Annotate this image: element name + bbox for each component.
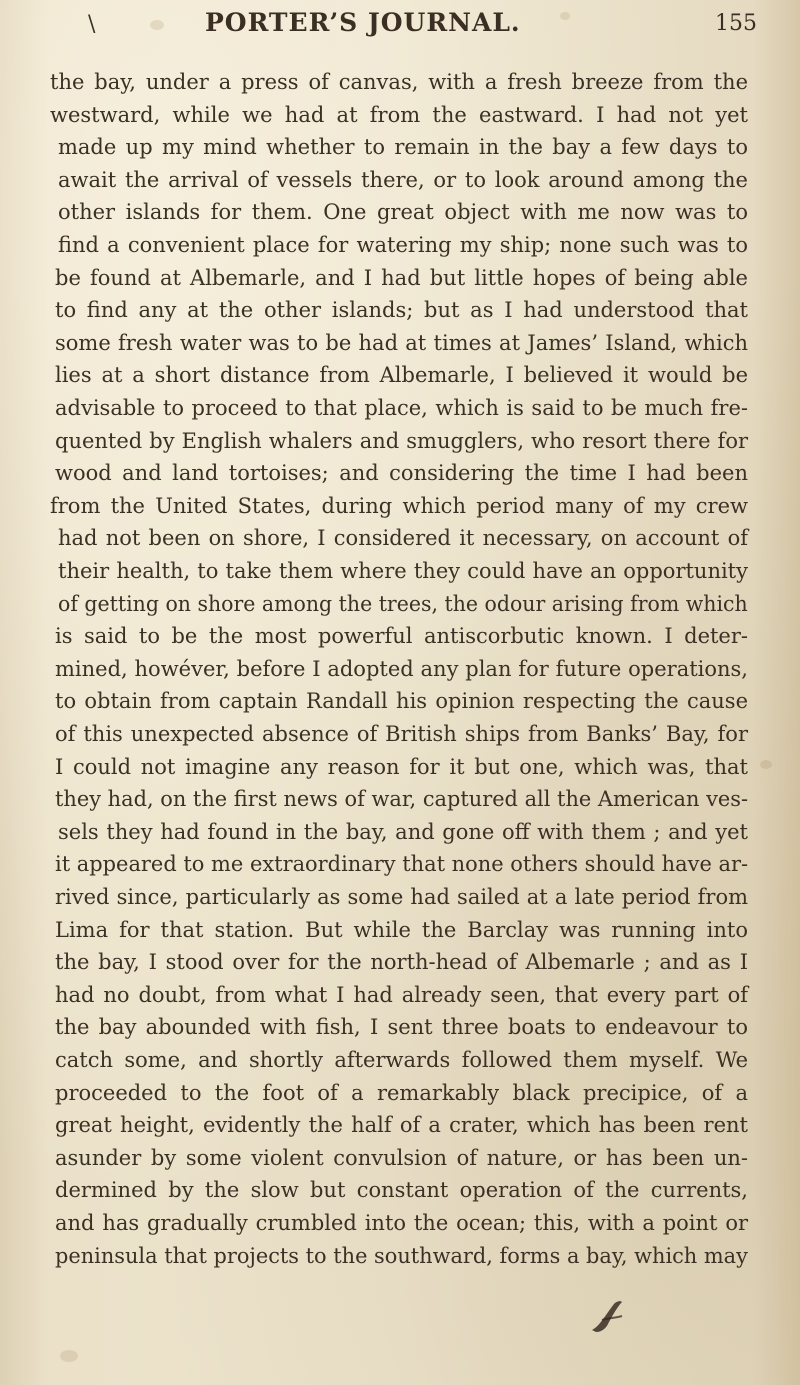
text-line: westward, while we had at from the eastward. I had not yet [50,103,748,127]
text-line: Lima for that station. But while the Barclay was running into [55,918,748,942]
text-line: their health, to take them where they could have an opportunity [58,559,748,583]
text-line: sels they had found in the bay, and gone off with them ; and yet [58,820,748,844]
text-line: it appeared to me extraordinary that none others should have ar- [55,852,749,876]
text-line: wood and land tortoises; and considering the time I had been [55,461,748,485]
text-line: await the arrival of vessels there, or to look around among the [58,168,748,192]
text-line: find a convenient place for watering my ship; none such was to [58,233,748,257]
text-line: had no doubt, from what I had already seen, that every part of [55,983,748,1007]
text-line: some fresh water was to be had at times at James’ Island, which [55,331,748,355]
text-line: of getting on shore among the trees, the odour arising from which [58,592,748,616]
text-line: quented by English whalers and smugglers, who resort there for [55,429,748,453]
paper-stain [60,1350,78,1362]
page-header [0,8,800,48]
text-line: and has gradually crumbled into the ocean; this, with a point or [55,1211,748,1235]
text-line: to obtain from captain Randall his opinion respecting the cause [55,689,748,713]
text-line: made up my mind whether to remain in the bay a few days to [58,135,748,159]
page-number: 155 [715,11,757,36]
header-mark: \ [88,12,96,37]
text-line: from the United States, during which period many of my crew [50,494,748,518]
text-line: is said to be the most powerful antiscorbutic known. I deter- [55,624,748,648]
text-line: other islands for them. One great object with me now was to [58,200,748,224]
text-line: lies at a short distance from Albemarle, I believed it would be [55,363,748,387]
text-line: dermined by the slow but constant operation of the currents, [55,1178,748,1202]
paper-stain [760,760,772,769]
running-title: PORTER’S JOURNAL. [205,8,521,37]
text-line: great height, evidently the half of a crater, which has been rent [55,1113,748,1137]
text-line: the bay, under a press of canvas, with a fresh breeze from the [50,70,748,94]
text-line: I could not imagine any reason for it but one, which was, that [55,755,748,779]
ink-flourish-icon [588,1296,628,1336]
text-line: mined, howéver, before I adopted any plan for future operations, [55,657,748,681]
text-line: the bay abounded with fish, I sent three boats to endeavour to [55,1015,748,1039]
text-line: advisable to proceed to that place, which is said to be much fre- [55,396,748,420]
text-line: asunder by some violent convulsion of nature, or has been un- [55,1146,748,1170]
text-line: of this unexpected absence of British ships from Banks’ Bay, for [55,722,748,746]
text-line: catch some, and shortly afterwards followed them myself. We [55,1048,748,1072]
text-line: rived since, particularly as some had sailed at a late period from [55,885,748,909]
text-line: had not been on shore, I considered it necessary, on account of [58,526,748,550]
text-line: peninsula that projects to the southward, forms a bay, which may [55,1244,748,1268]
text-line: the bay, I stood over for the north-head of Albemarle ; and as I [55,950,748,974]
text-line: be found at Albemarle, and I had but little hopes of being able [55,266,748,290]
text-line: to find any at the other islands; but as I had understood that [55,298,748,322]
text-line: proceeded to the foot of a remarkably black precipice, of a [55,1081,748,1105]
text-line: they had, on the first news of war, captured all the American ves- [55,787,749,811]
